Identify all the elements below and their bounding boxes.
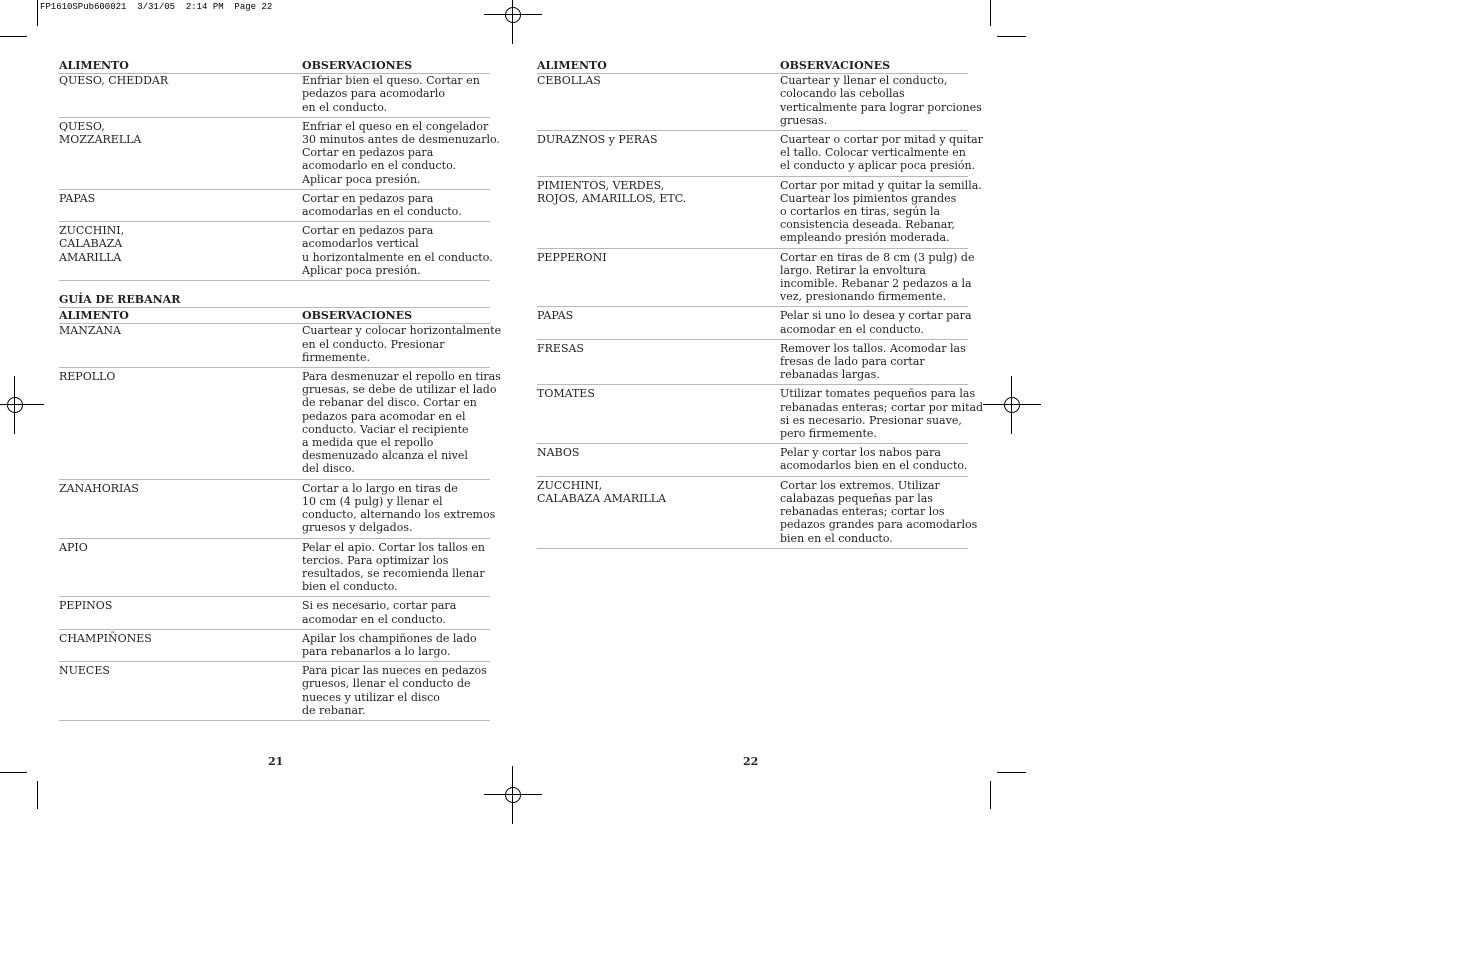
text-line: Pelar si uno lo desea y cortar para xyxy=(780,309,972,323)
text-line: ROJOS, AMARILLOS, ETC. xyxy=(537,191,687,205)
food-cell xyxy=(59,74,302,114)
registration-mark-left xyxy=(0,376,44,434)
text-line: Cortar en pedazos para xyxy=(302,146,434,160)
text-line: rebanadas largas. xyxy=(780,368,880,382)
food-cell xyxy=(537,133,780,173)
text-line: NABOS xyxy=(537,446,580,460)
table-row xyxy=(537,249,975,308)
observation-cell xyxy=(302,192,490,218)
text-line: Aplicar poca presión. xyxy=(302,172,421,186)
observation-cell xyxy=(302,224,493,277)
text-line: MANZANA xyxy=(59,324,121,338)
crop-mark xyxy=(990,0,991,26)
text-line: Cuartear y llenar el conducto, xyxy=(780,74,948,88)
food-cell xyxy=(59,224,302,277)
text-line: PEPINOS xyxy=(59,599,113,613)
text-line: el tallo. Colocar verticalmente en xyxy=(780,146,966,160)
text-line: pedazos para acomodar en el xyxy=(302,409,466,423)
text-line: ZANAHORIAS xyxy=(59,481,139,495)
section-title: GUÍA DE REBANAR xyxy=(59,281,490,308)
text-line: CHAMPIÑONES xyxy=(59,631,152,645)
food-cell xyxy=(59,192,302,218)
page-number: 21 xyxy=(268,755,284,768)
food-cell xyxy=(537,309,780,335)
text-line: Remover los tallos. Acomodar las xyxy=(780,341,966,355)
text-line: fresas de lado para cortar xyxy=(780,355,925,369)
shredding-table xyxy=(59,74,500,281)
text-line: Cortar en tiras de 8 cm (3 pulg) de xyxy=(780,250,975,264)
text-line: CALABAZA xyxy=(59,237,123,251)
table-row xyxy=(537,477,978,549)
table-row xyxy=(59,539,490,598)
text-line: rebanadas enteras; cortar los xyxy=(780,505,945,519)
table-row xyxy=(537,307,972,339)
text-line: Pelar el apio. Cortar los tallos en xyxy=(302,540,485,554)
text-line: conducto, alternando los extremos xyxy=(302,508,496,522)
text-line: acomodar en el conducto. xyxy=(780,322,924,336)
text-line: CALABAZA AMARILLA xyxy=(537,491,667,505)
text-line: desmenuzado alcanza el nivel xyxy=(302,449,468,463)
food-cell xyxy=(59,482,302,535)
text-line: Aplicar poca presión. xyxy=(302,263,421,277)
text-line: para rebanarlos a lo largo. xyxy=(302,644,451,658)
observation-cell xyxy=(302,74,490,114)
text-line: calabazas pequeñas par las xyxy=(780,491,933,505)
right-page xyxy=(537,58,984,549)
food-cell xyxy=(537,251,780,304)
food-cell xyxy=(537,342,780,382)
observation-cell xyxy=(780,74,982,127)
text-line: en el conducto. Presionar xyxy=(302,337,445,351)
table-row xyxy=(537,444,968,476)
text-line: NUECES xyxy=(59,664,110,678)
food-cell xyxy=(537,179,780,245)
text-line: PIMIENTOS, VERDES, xyxy=(537,178,665,192)
text-line: si es necesario. Presionar suave, xyxy=(780,413,962,427)
food-cell xyxy=(537,74,780,127)
text-line: AMARILLA xyxy=(59,250,122,264)
text-line: acomodar en el conducto. xyxy=(302,612,446,626)
observation-cell xyxy=(780,446,968,472)
food-cell xyxy=(537,479,780,545)
text-line: acomodarlas en el conducto. xyxy=(302,205,462,219)
text-line: acomodarlos vertical xyxy=(302,237,419,251)
header-alimento: ALIMENTO xyxy=(59,59,129,72)
text-line: tercios. Para optimizar los xyxy=(302,553,449,567)
observation-cell xyxy=(302,119,500,186)
text-line: a medida que el repollo xyxy=(302,436,434,450)
left-page xyxy=(59,58,502,721)
text-line: pedazos para acomodarlo xyxy=(302,87,446,101)
table-row xyxy=(537,177,982,249)
text-line: Utilizar tomates pequeños para las xyxy=(780,387,976,401)
text-line: PAPAS xyxy=(59,191,96,205)
crop-mark xyxy=(990,781,991,809)
text-line: FRESAS xyxy=(537,341,584,355)
text-line: resultados, se recomienda llenar xyxy=(302,566,485,580)
observation-cell xyxy=(780,387,984,441)
text-line: Pelar y cortar los nabos para xyxy=(780,446,941,460)
table-row xyxy=(537,340,968,386)
text-line: de rebanar del disco. Cortar en xyxy=(302,396,477,410)
text-line: MOZZARELLA xyxy=(59,133,142,147)
observation-cell xyxy=(302,370,501,476)
text-line: Para picar las nueces en pedazos xyxy=(302,664,487,678)
text-line: Apilar los champiñones de lado xyxy=(302,631,477,645)
table-row xyxy=(59,74,490,118)
text-line: u horizontalmente en el conducto. xyxy=(302,250,493,264)
text-line: verticalmente para lograr porciones xyxy=(780,100,982,114)
text-line: acomodarlo en el conducto. xyxy=(302,159,457,173)
text-line: Cortar a lo largo en tiras de xyxy=(302,481,458,495)
food-cell xyxy=(59,370,302,476)
text-line: gruesos y delgados. xyxy=(302,521,413,535)
slicing-table xyxy=(59,324,502,720)
text-line: o cortarlos en tiras, según la xyxy=(780,205,941,219)
food-cell xyxy=(537,387,780,440)
crop-mark xyxy=(0,772,27,773)
text-line: largo. Retirar la envoltura xyxy=(780,263,926,277)
food-cell xyxy=(59,664,302,717)
table-row xyxy=(59,222,493,281)
crop-mark xyxy=(997,36,1026,37)
observation-cell xyxy=(302,541,490,594)
crop-mark xyxy=(997,772,1026,773)
registration-mark-top xyxy=(484,0,542,44)
text-line: ZUCCHINI, xyxy=(59,224,125,238)
text-line: QUESO, xyxy=(59,119,105,133)
text-line: APIO xyxy=(59,540,88,554)
header-observaciones: OBSERVACIONES xyxy=(780,59,891,72)
table-row xyxy=(537,74,982,131)
text-line: colocando las cebollas xyxy=(780,87,905,101)
text-line: 30 minutos antes de desmenuzarlo. xyxy=(302,133,500,147)
observation-cell xyxy=(302,481,496,535)
text-line: PAPAS xyxy=(537,309,574,323)
text-line: bien el conducto. xyxy=(302,580,398,594)
text-line: de rebanar. xyxy=(302,703,366,717)
text-line: pero firmemente. xyxy=(780,427,877,441)
registration-mark-bottom xyxy=(484,766,542,824)
crop-mark xyxy=(0,36,27,37)
text-line: consistencia deseada. Rebanar, xyxy=(780,218,955,232)
text-line: el conducto y aplicar poca presión. xyxy=(780,159,976,173)
text-line: TOMATES xyxy=(537,387,595,401)
food-cell xyxy=(59,324,302,364)
text-line: vez, presionando firmemente. xyxy=(780,290,946,304)
text-line: del disco. xyxy=(302,462,355,476)
observation-cell xyxy=(780,309,972,336)
text-line: Cuartear y colocar horizontalmente xyxy=(302,324,502,338)
text-line: rebanadas enteras; cortar por mitad xyxy=(780,400,984,414)
table-row xyxy=(59,662,490,721)
observation-cell xyxy=(302,324,502,364)
text-line: DURAZNOS y PERAS xyxy=(537,133,658,147)
text-line: empleando presión moderada. xyxy=(780,231,950,245)
registration-mark-right xyxy=(983,376,1041,434)
text-line: Cortar los extremos. Utilizar xyxy=(780,478,940,492)
slicing-table-continued xyxy=(537,74,984,549)
crop-mark xyxy=(37,781,38,809)
header-observaciones: OBSERVACIONES xyxy=(302,309,413,323)
text-line: Enfriar bien el queso. Cortar en xyxy=(302,74,480,88)
food-cell xyxy=(59,120,302,186)
text-line: bien en el conducto. xyxy=(780,531,893,545)
text-line: REPOLLO xyxy=(59,370,116,384)
text-line: Cortar en pedazos para xyxy=(302,191,434,205)
food-cell xyxy=(537,446,780,472)
food-cell xyxy=(59,599,302,625)
text-line: Cuartear los pimientos grandes xyxy=(780,191,957,205)
text-line: conducto. Vaciar el recipiente xyxy=(302,422,469,436)
table-row xyxy=(59,480,496,539)
page-number: 22 xyxy=(743,755,759,768)
observation-cell xyxy=(780,133,983,173)
observation-cell xyxy=(780,250,975,304)
observation-cell xyxy=(302,599,490,625)
text-line: 10 cm (4 pulg) y llenar el xyxy=(302,494,443,508)
text-line: Cortar en pedazos para xyxy=(302,224,434,238)
text-line: en el conducto. xyxy=(302,100,388,114)
text-line: Si es necesario, cortar para xyxy=(302,599,457,613)
text-line: acomodarlos bien en el conducto. xyxy=(780,459,968,473)
observation-cell xyxy=(302,632,490,658)
observation-cell xyxy=(780,178,982,245)
text-line: Cortar por mitad y quitar la semilla. xyxy=(780,178,982,192)
text-line: QUESO, CHEDDAR xyxy=(59,74,169,88)
text-line: firmemente. xyxy=(302,350,370,364)
observation-cell xyxy=(780,478,978,545)
text-line: CEBOLLAS xyxy=(537,74,601,88)
text-line: pedazos grandes para acomodarlos xyxy=(780,518,978,532)
table-row xyxy=(59,368,501,480)
food-cell xyxy=(59,541,302,594)
print-slug: FP1610SPub600021 3/31/05 2:14 PM Page 22 xyxy=(40,2,273,12)
text-line: PEPPERONI xyxy=(537,250,607,264)
food-cell xyxy=(59,632,302,658)
text-line: ZUCCHINI, xyxy=(537,478,603,492)
header-alimento: ALIMENTO xyxy=(537,59,607,72)
table-header xyxy=(537,58,968,74)
table-row xyxy=(59,597,490,629)
table-row xyxy=(537,385,984,444)
text-line: Cuartear o cortar por mitad y quitar xyxy=(780,133,983,147)
text-line: Para desmenuzar el repollo en tiras xyxy=(302,370,501,384)
table-row xyxy=(59,630,490,662)
text-line: gruesas. xyxy=(780,113,828,127)
crop-mark xyxy=(37,0,38,26)
text-line: nueces y utilizar el disco xyxy=(302,690,440,704)
header-observaciones: OBSERVACIONES xyxy=(302,59,413,72)
observation-cell xyxy=(302,664,490,717)
table-header xyxy=(59,58,490,74)
text-line: Enfriar el queso en el congelador xyxy=(302,119,489,133)
table-header xyxy=(59,308,490,324)
text-line: incomible. Rebanar 2 pedazos a la xyxy=(780,277,972,291)
table-row xyxy=(59,118,500,190)
observation-cell xyxy=(780,342,968,382)
text-line: gruesos, llenar el conducto de xyxy=(302,677,471,691)
table-row xyxy=(59,190,490,222)
table-row xyxy=(59,324,502,368)
text-line: gruesas, se debe de utilizar el lado xyxy=(302,383,497,397)
header-alimento: ALIMENTO xyxy=(59,309,129,323)
table-row xyxy=(537,131,983,177)
